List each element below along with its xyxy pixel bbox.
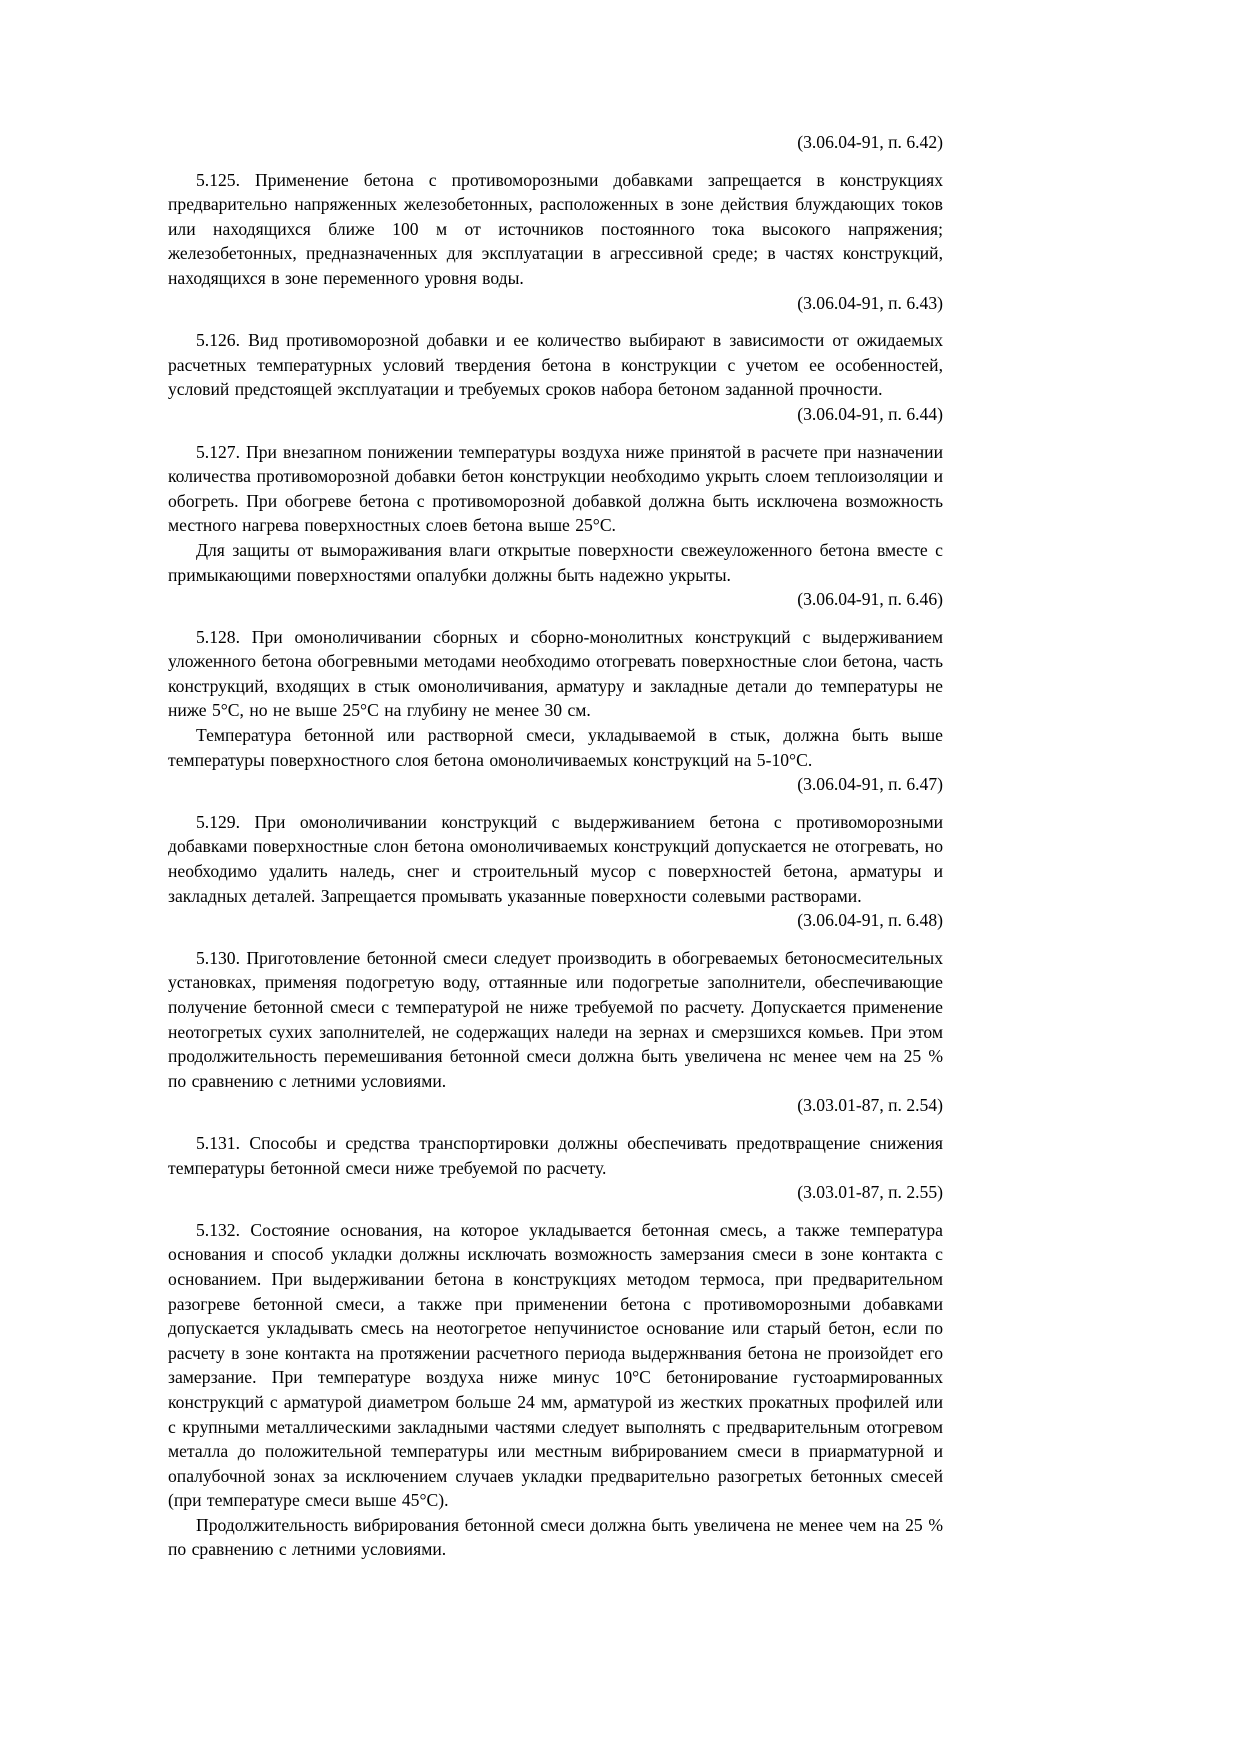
paragraph: Для защиты от вымораживания влаги открытые поверхности свежеуложенного бетона вместе с примыкающими поверхностями опалубки должны быть надежно укрыты. — [168, 539, 943, 585]
paragraph: 5.125. Применение бетона с противоморозными добавками запрещается в конструкциях предварительно напряженных железобетонных, расположенных в зоне действия блуждающих токов или находящихся ближе 100 м от источников постоянного тока высокого напряжения; железобетонных, предназначенных для эксплуатации в агрессивной среде; в частях конструкций, находящихся в зоне переменного уровня воды. — [168, 169, 943, 288]
paragraph: 5.131. Способы и средства транспортировки должны обеспечивать предотвращение снижения температуры бетонной смеси ниже требуемой по расчету. — [168, 1132, 943, 1178]
reference-citation: (3.06.04-91, п. 6.48) — [797, 910, 943, 931]
paragraph: Температура бетонной или растворной смеси, укладываемой в стык, должна быть выше температуры поверхностного слоя бетона омоноличиваемых конструкций на 5-10°С. — [168, 725, 943, 770]
document-body — [168, 130, 943, 1562]
reference-citation: (3.06.04-91, п. 6.47) — [797, 774, 943, 795]
paragraph: 5.127. При внезапном понижении температуры воздуха ниже принятой в расчете при назначении количества противоморозной добавки бетон конструкции необходимо укрыть слоем теплоизоляции и обогреть. При обогреве бетона с противоморозной добавкой должна быть исключена возможность местного нагрева поверхностных слоев бетона выше 25°С. — [168, 441, 943, 536]
paragraph: 5.130. Приготовление бетонной смеси следует производить в обогреваемых бетоносмесительных установках, применяя подогретую воду, оттаянные или подогретые заполнители, обеспечивающие получение бетонной смеси с температурой не ниже требуемой по расчету. Допускается применение неотогретых сухих заполнителей, не содержащих наледи на зернах и смерзшихся комьев. При этом продолжительность перемешивания бетонной смеси должна быть увеличена нс менее чем на 25 % по сравнению с летними условиями. — [168, 947, 943, 1091]
paragraph: Продолжительность вибрирования бетонной смеси должна быть увеличена не менее чем на 25 % по сравнению с летними условиями. — [168, 1514, 943, 1560]
reference-citation: (3.06.04-91, п. 6.43) — [797, 292, 943, 313]
reference-citation: (3.06.04-91, п. 6.46) — [797, 589, 943, 610]
reference-citation: (3.03.01-87, п. 2.54) — [797, 1095, 943, 1116]
reference-citation: (3.06.04-91, п. 6.44) — [797, 403, 943, 424]
paragraph: 5.132. Состояние основания, на которое укладывается бетонная смесь, а также температура основания и способ укладки должны исключать возможность замерзания смеси в зоне контакта с основанием. При выдерживании бетона в конструкциях методом термоса, при предварительном разогреве бетонной смеси, а также при применении бетона с противоморозными добавками допускается укладывать смесь на неотогретое непучинистое основание или старый бетон, если по расчету в зоне контакта на протяжении расчетного периода выдержнвания бетона не произойдет его замерзание. При температуре воздуха ниже минус 10°С бетонирование густоармированных конструкций с арматурой диаметром больше 24 мм, арматурой из жестких прокатных профилей или с крупными металлическими закладными частями следует выполнять с предварительным отогревом металла до положительной температуры или местным вибрированием смеси в приарматурной и опалубочной зонах за исключением случаев укладки предварительно разогретых бетонных смесей (при температуре смеси выше 45°С). — [168, 1219, 943, 1511]
paragraph: 5.126. Вид противоморозной добавки и ее количество выбирают в зависимости от ожидаемых расчетных температурных условий твердения бетона в конструкции с учетом ее особенностей, условий предстоящей эксплуатации и требуемых сроков набора бетоном заданной прочности. — [168, 330, 943, 400]
reference-citation: (3.06.04-91, п. 6.42) — [797, 132, 943, 152]
reference-citation: (3.03.01-87, п. 2.55) — [797, 1182, 943, 1203]
paragraph: 5.129. При омоноличивании конструкций с выдерживанием бетона с противоморозными добавками поверхностные слон бетона омоноличиваемых конструкций допускается не отогревать, но необходимо удалить наледь, снег и строительный мусор с поверхностей бетона, арматуры и закладных деталей. Запрещается промывать указанные поверхности солевыми растворами. — [168, 811, 943, 906]
paragraph: 5.128. При омоноличивании сборных и сборно-монолитных конструкций с выдерживанием уложенного бетона обогревными методами необходимо отогревать поверхностные слои бетона, часть конструкций, входящих в стык омоноличивания, арматуру и закладные детали до температуры не ниже 5°С, но не выше 25°С на глубину не менее 30 см. — [168, 626, 943, 721]
